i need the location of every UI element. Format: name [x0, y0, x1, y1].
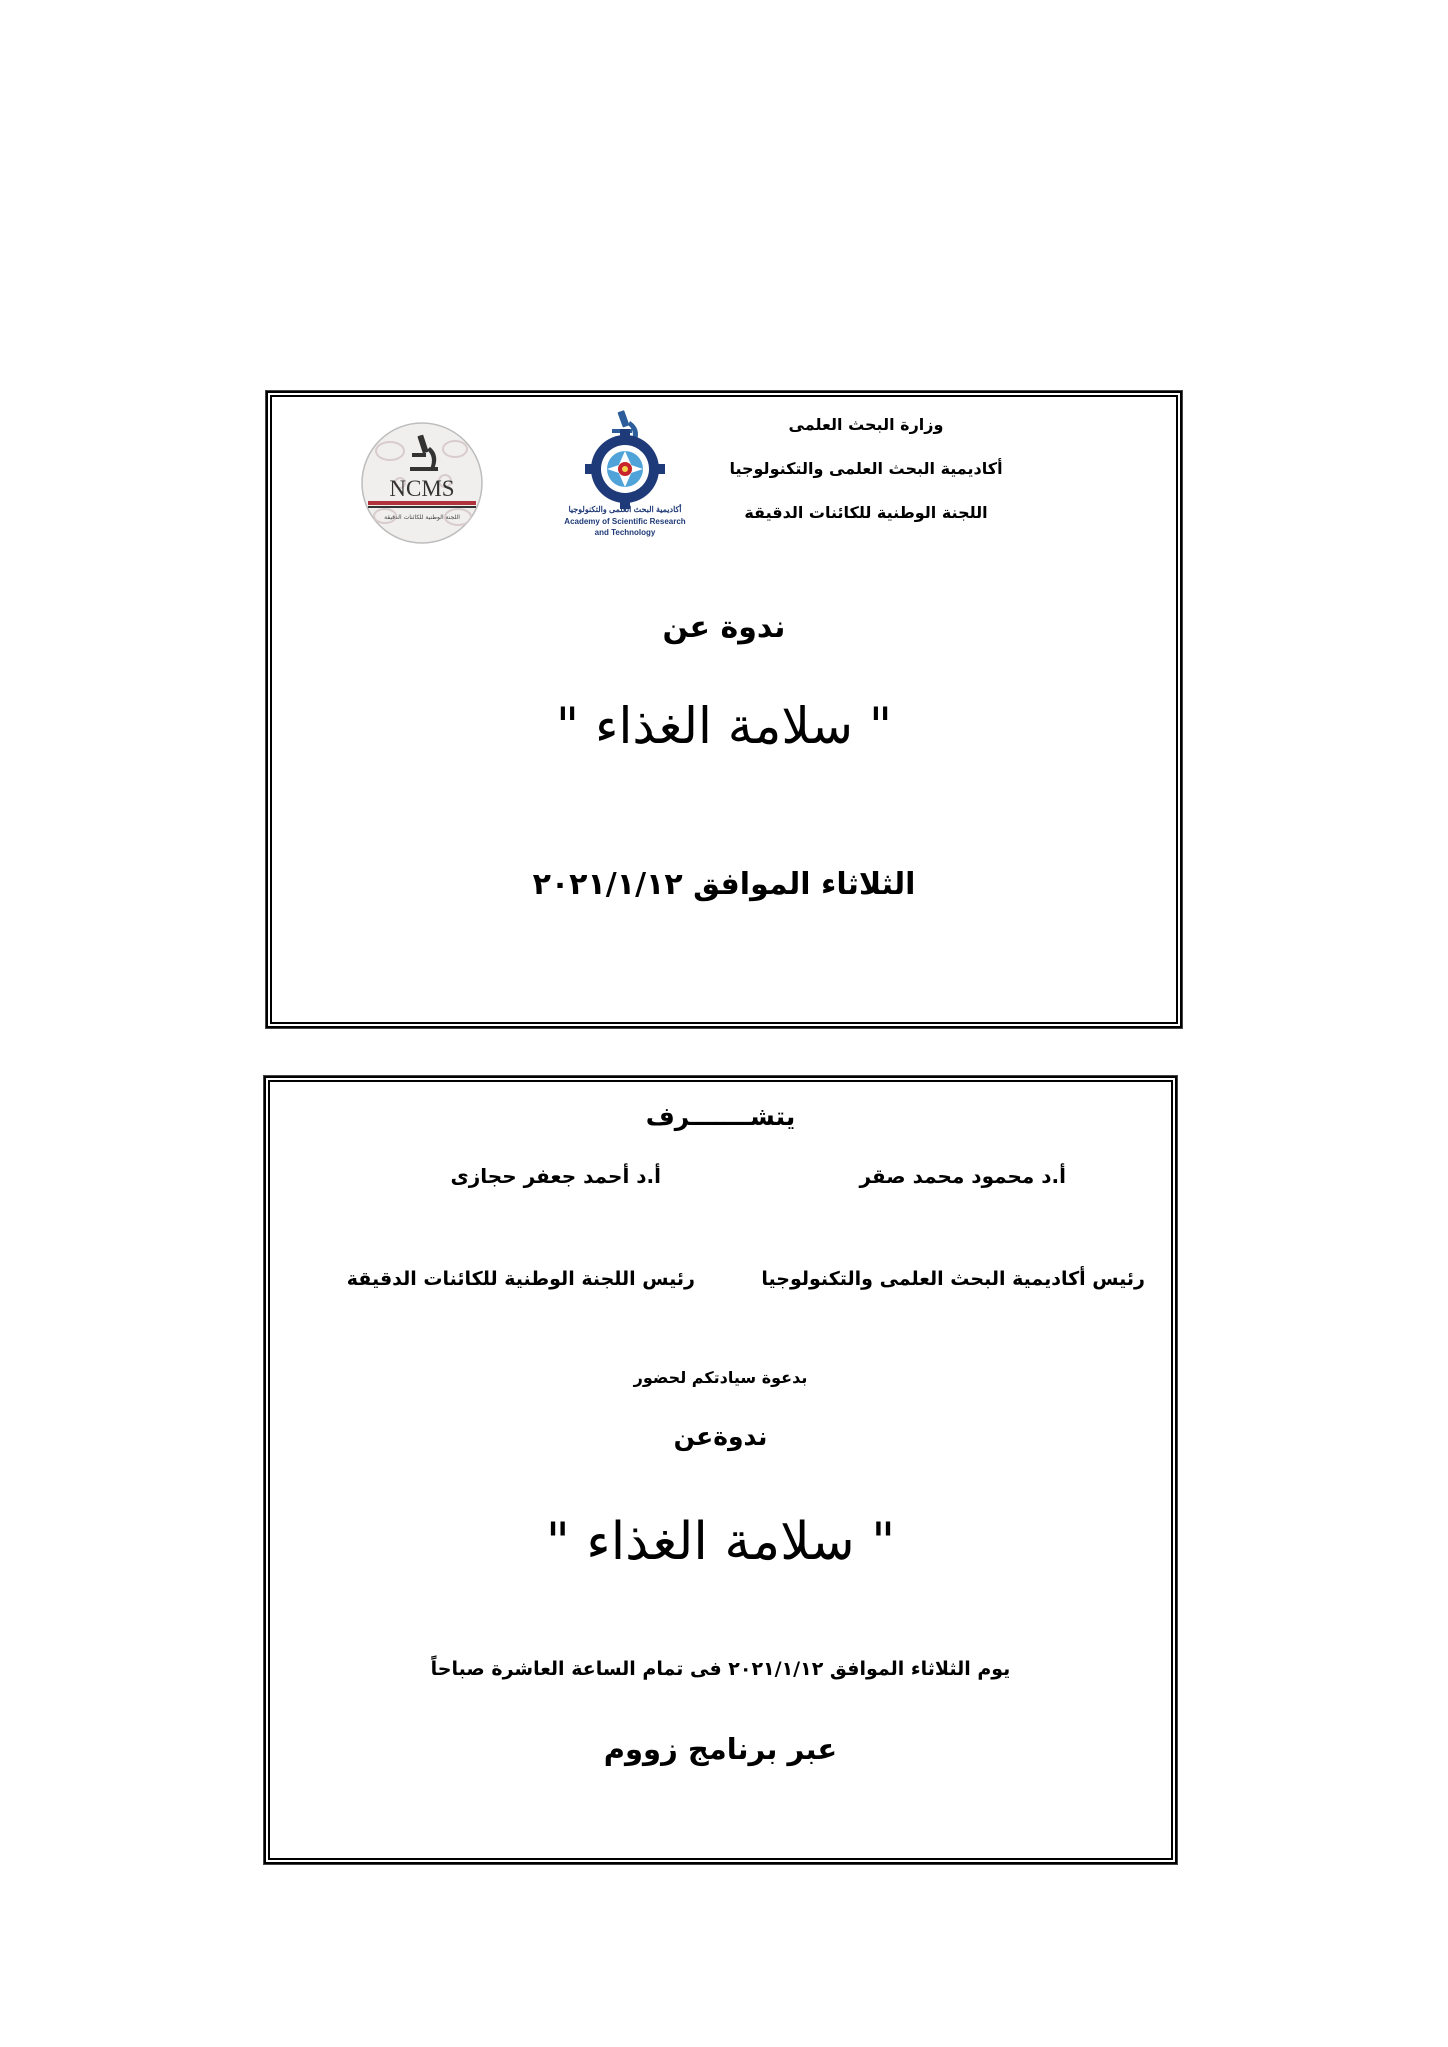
invitation-card [264, 1076, 1177, 1864]
academy-line: أكاديمية البحث العلمى والتكنولوجيا [729, 459, 1003, 478]
patron-name-2: أ.د أحمد جعفر حجازى [450, 1164, 661, 1188]
ministry-line: وزارة البحث العلمى [788, 415, 944, 434]
asrt-english-caption-2: and Technology [594, 528, 656, 537]
patron-name-1: أ.د محمود محمد صقر [859, 1164, 1066, 1188]
asrt-arabic-caption: أكاديمية البحث العلمى والتكنولوجيا [568, 505, 682, 514]
symposium-label: ندوة عن [662, 610, 786, 645]
invitation-line: بدعوة سيادتكم لحضور [633, 1368, 808, 1387]
asrt-emblem-icon [550, 409, 700, 509]
patron-heading: يتشـــــــرف [645, 1102, 796, 1131]
svg-text:اللجنة الوطنية للكائنات الدقيق: اللجنة الوطنية للكائنات الدقيقة [384, 514, 460, 521]
event-platform: عبر برنامج زووم [603, 1732, 838, 1766]
symposium-title: " سلامة الغذاء " [545, 1512, 896, 1572]
symposium-title: " سلامة الغذاء " [556, 697, 892, 755]
symposium-date: الثلاثاء الموافق ٢٠٢١/١/١٢ [532, 867, 916, 902]
event-date-time: يوم الثلاثاء الموافق ٢٠٢١/١/١٢ فى تمام الساعة العاشرة صباحاً [430, 1658, 1011, 1680]
committee-line: اللجنة الوطنية للكائنات الدقيقة [744, 503, 988, 522]
patron-title-1: رئيس أكاديمية البحث العلمى والتكنولوجيا [761, 1268, 1145, 1290]
asrt-logo [550, 409, 700, 554]
patron-title-2: رئيس اللجنة الوطنية للكائنات الدقيقة [346, 1268, 695, 1290]
ncms-emblem-icon [360, 421, 484, 545]
asrt-english-caption-1: Academy of Scientific Research [564, 517, 686, 526]
symposium-label: ندوةعن [673, 1422, 768, 1451]
announcement-card [266, 391, 1182, 1028]
ncms-logo [360, 421, 484, 545]
svg-text:NCMS: NCMS [389, 476, 455, 501]
